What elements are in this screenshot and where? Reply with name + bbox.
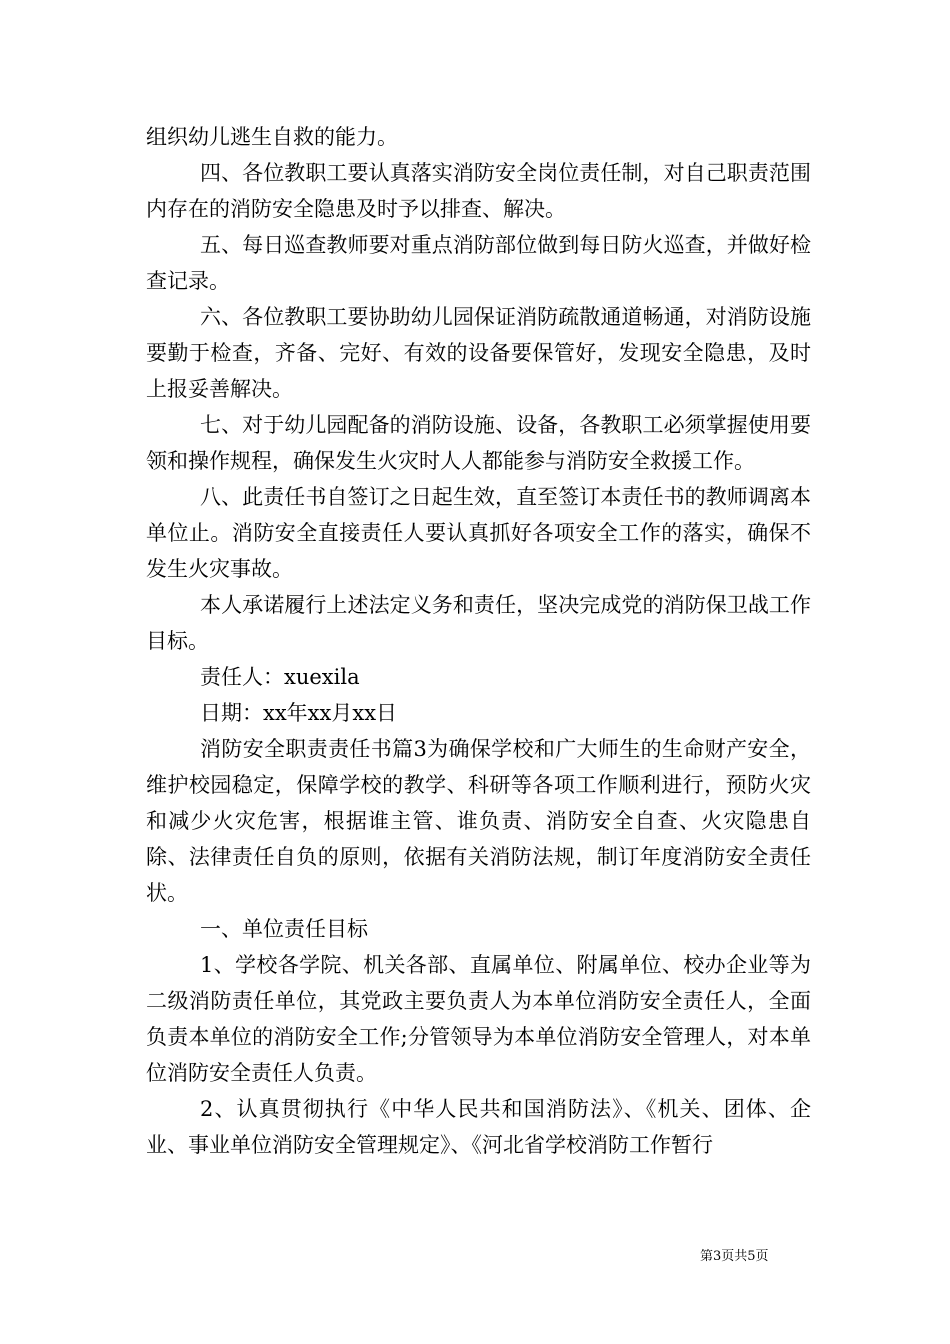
paragraph: 消防安全职责责任书篇3为确保学校和广大师生的生命财产安全，维护校园稳定，保障学校的教学、科研等各项工作顺利进行，预防火灾和减少火灾危害，根据谁主管、谁负责、消防安全自查、火灾隐患自除、法律责任自负的原则，依据有关消防法规，制订年度消防安全责任状。 [146,737,811,905]
paragraph: 六、各位教职工要协助幼儿园保证消防疏散通道畅通，对消防设施要勤于检查，齐备、完好、有效的设备要保管好，发现安全隐患，及时上报妥善解决。 [146,305,811,401]
paragraph: 七、对于幼儿园配备的消防设施、设备，各教职工必须掌握使用要领和操作规程，确保发生火灾时人人都能参与消防安全救援工作。 [146,413,811,473]
document-body [146,119,811,1163]
paragraph: 组织幼儿逃生自救的能力。 [146,125,398,149]
paragraph: 本人承诺履行上述法定义务和责任，坚决完成党的消防保卫战工作目标。 [146,593,811,653]
paragraph: 2、认真贯彻执行《中华人民共和国消防法》、《机关、团体、企业、事业单位消防安全管理规定》、《河北省学校消防工作暂行 [146,1097,811,1157]
paragraph: 八、此责任书自签订之日起生效，直至签订本责任书的教师调离本单位止。消防安全直接责任人要认真抓好各项安全工作的落实，确保不发生火灾事故。 [146,485,811,581]
signatory-line: 责任人：xuexila [200,665,360,689]
paragraph: 五、每日巡查教师要对重点消防部位做到每日防火巡查，并做好检查记录。 [146,233,811,293]
page-number-footer: 第3页共5页 [700,1249,769,1264]
section-heading: 一、单位责任目标 [200,917,368,941]
date-line: 日期：xx年xx月xx日 [200,701,398,725]
paragraph: 1、学校各学院、机关各部、直属单位、附属单位、校办企业等为二级消防责任单位，其党政主要负责人为本单位消防安全责任人，全面负责本单位的消防安全工作;分管领导为本单位消防安全管理人，对本单位消防安全责任人负责。 [146,953,811,1085]
paragraph: 四、各位教职工要认真落实消防安全岗位责任制，对自己职责范围内存在的消防安全隐患及时予以排查、解决。 [146,161,811,221]
